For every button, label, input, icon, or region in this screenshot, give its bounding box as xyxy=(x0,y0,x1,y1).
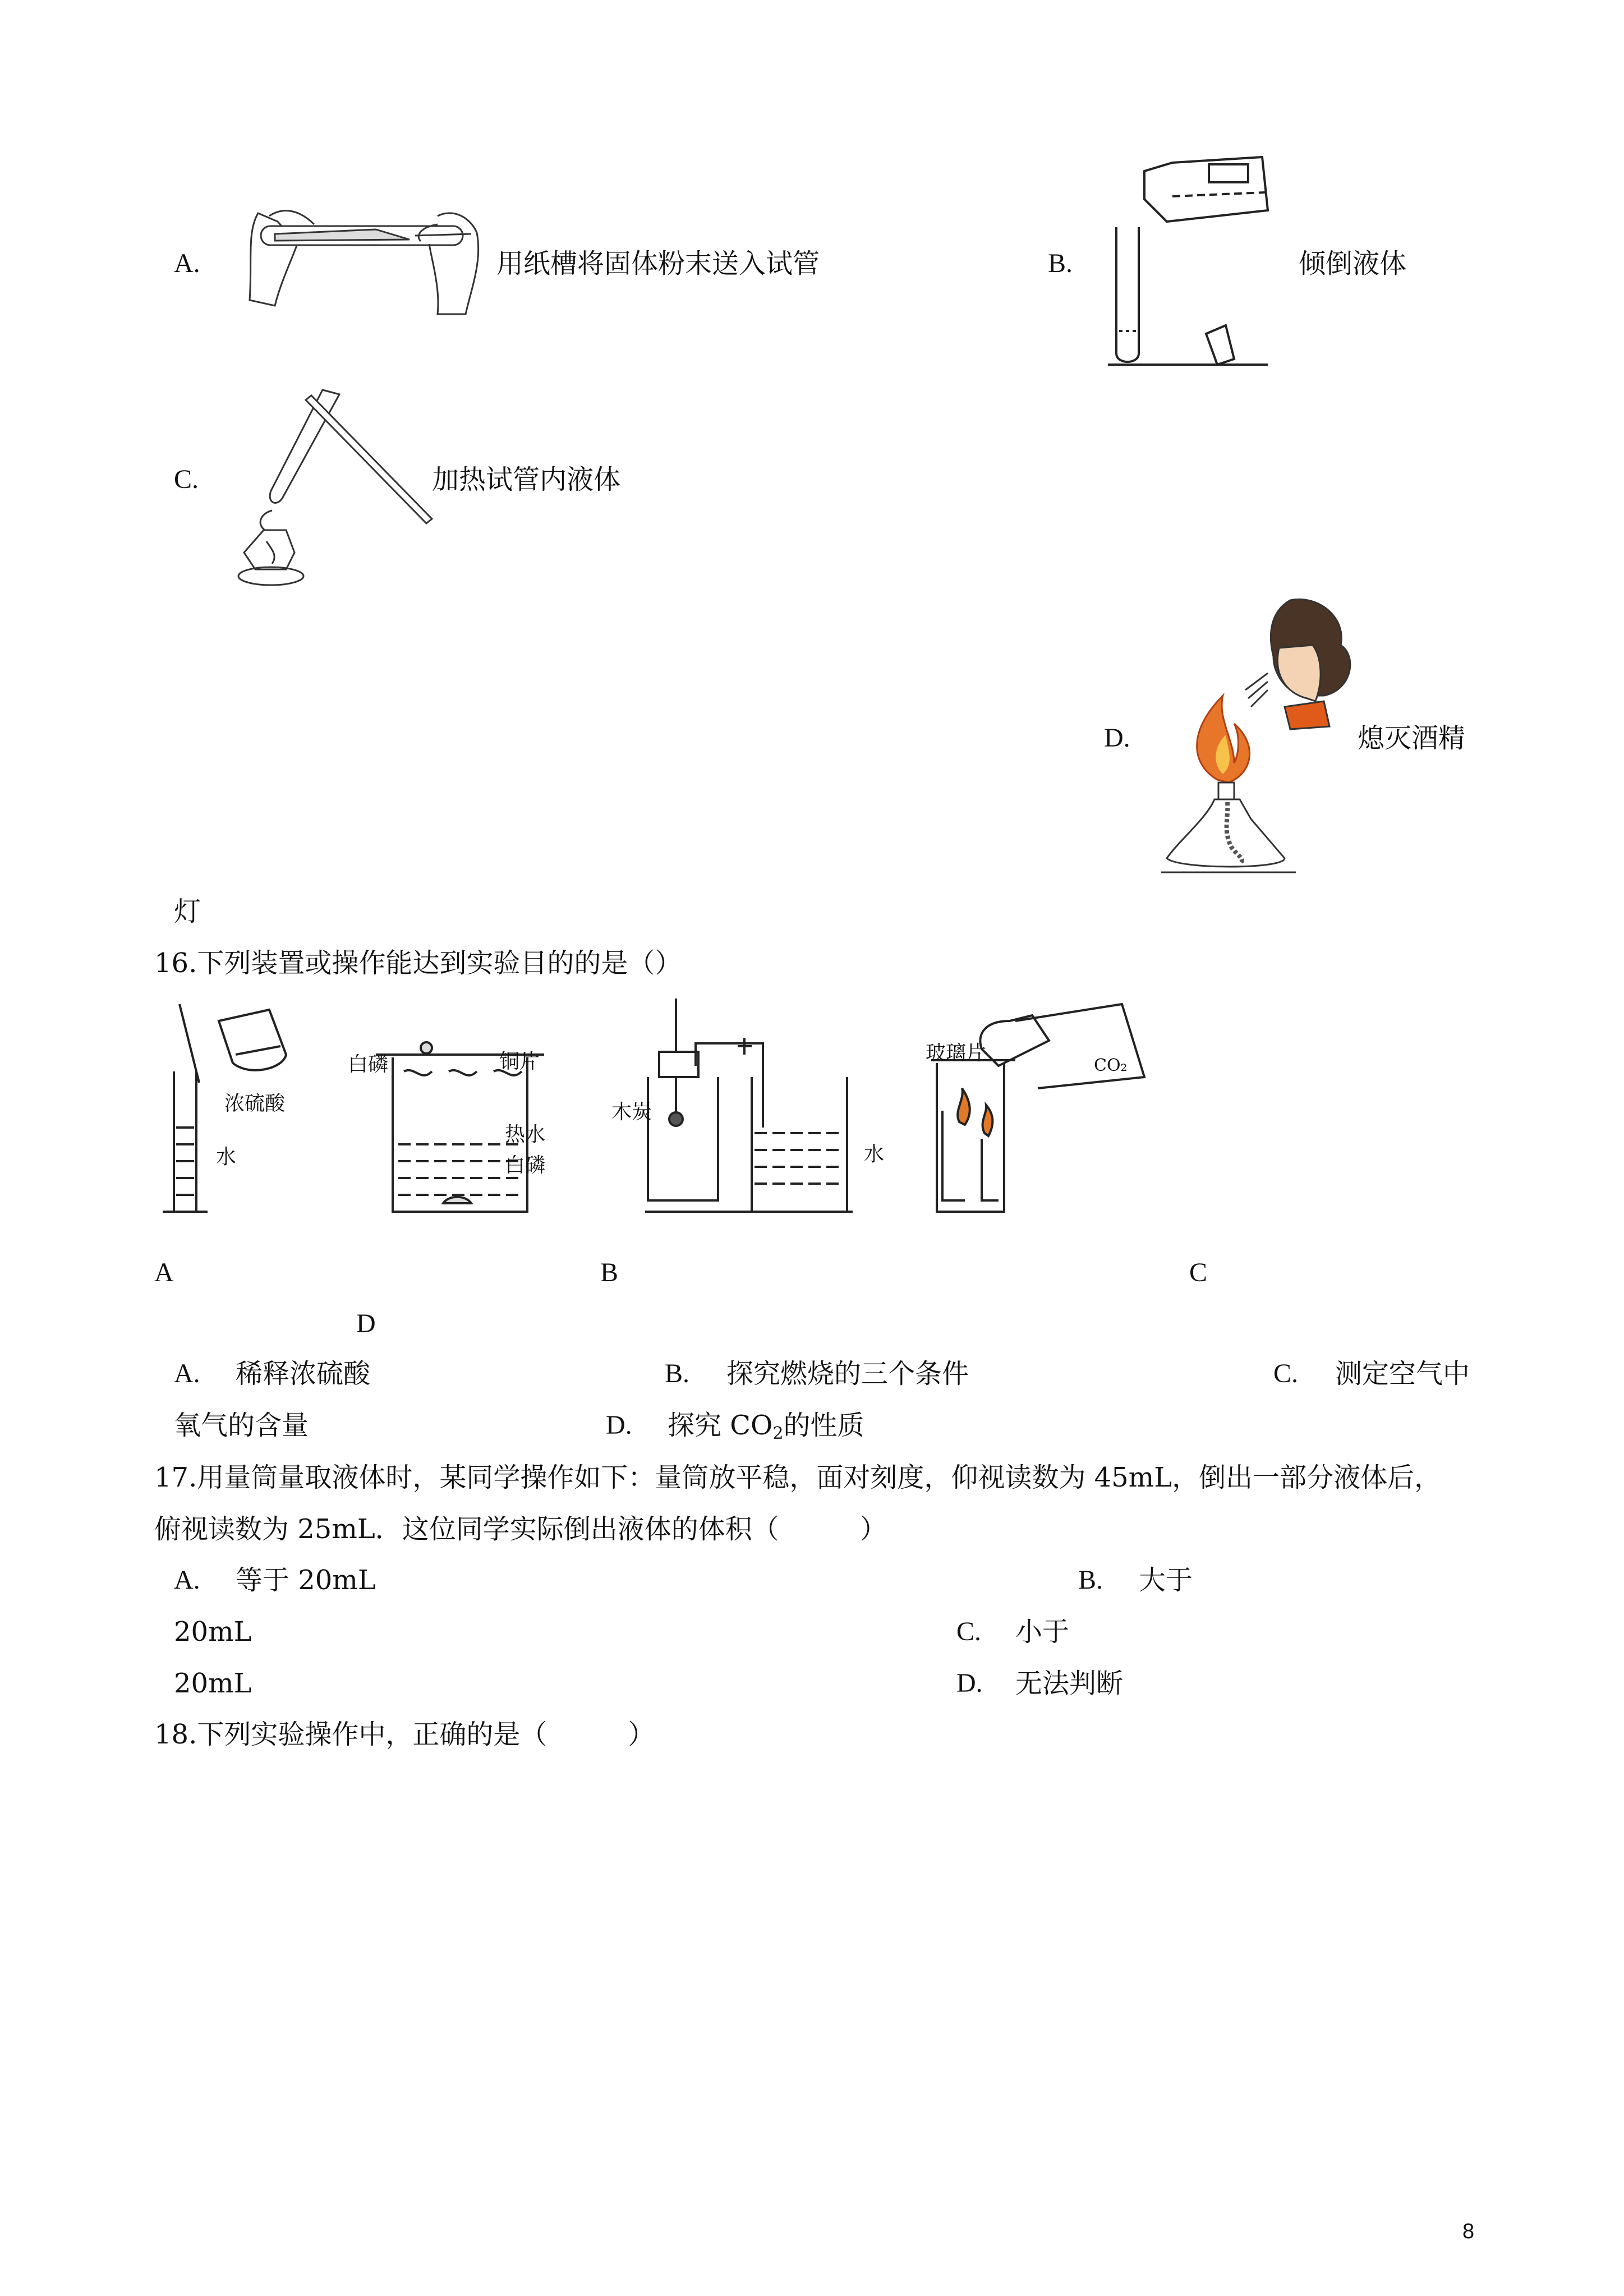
q16-option-d-text: 探究 $CO_2$的性质 xyxy=(668,1410,864,1443)
q16-option-c-letter: C. xyxy=(1273,1359,1299,1388)
q17-option-c-text-wrap: 20mL xyxy=(174,1668,252,1699)
fig-b-white-phosphorus-top: 白磷 xyxy=(348,1053,389,1076)
fig-a-water-label: 水 xyxy=(216,1145,237,1168)
question-16-figure-strip xyxy=(157,999,1178,1234)
q17-option-b-text: 大于 xyxy=(1139,1565,1193,1596)
q17-option-c-letter: C. xyxy=(956,1617,982,1646)
q17-option-d-text: 无法判断 xyxy=(1015,1668,1124,1699)
option-d-text: 熄灭酒精 xyxy=(1358,723,1466,754)
q17-option-a-text: 等于 20mL xyxy=(236,1565,376,1596)
heat-tube-figure xyxy=(233,384,435,586)
q16-option-b-letter: B. xyxy=(665,1359,690,1388)
blow-out-lamp-figure xyxy=(1156,595,1369,886)
fig-letter-a: A xyxy=(154,1258,174,1287)
q16-option-b-text: 探究燃烧的三个条件 xyxy=(726,1358,969,1389)
q17-option-b-text-wrap: 20mL xyxy=(174,1616,252,1648)
question-18-stem: 18.下列实验操作中，正确的是（ ） xyxy=(154,1719,655,1750)
q16-option-a-letter: A. xyxy=(174,1359,200,1388)
option-d-text-wrap: 灯 xyxy=(174,896,201,927)
fig-letter-b: B xyxy=(600,1258,619,1287)
question-17-stem-line2: 俯视读数为 25mL．这位同学实际倒出液体的体积（ ） xyxy=(154,1513,887,1545)
q16-option-d-letter: D. xyxy=(606,1410,632,1440)
fig-d-co2-label: CO₂ xyxy=(1094,1056,1128,1075)
option-c-letter: C. xyxy=(174,464,199,494)
page-number: 8 xyxy=(1462,2220,1475,2243)
fig-b-hot-water-label: 热水 xyxy=(505,1123,546,1146)
option-a-text: 用纸槽将固体粉末送入试管 xyxy=(496,248,820,279)
q16-option-c-text: 测定空气中 xyxy=(1335,1358,1470,1389)
question-16-stem: 16.下列装置或操作能达到实验目的的是（） xyxy=(154,947,682,979)
q17-option-d-letter: D. xyxy=(956,1668,983,1698)
q17-option-b-letter: B. xyxy=(1078,1565,1103,1595)
fig-c-water-label: 水 xyxy=(864,1143,885,1166)
q17-option-a-letter: A. xyxy=(174,1565,200,1595)
q16-option-c-text-wrap: 氧气的含量 xyxy=(174,1410,309,1441)
fig-a-acid-label: 浓硫酸 xyxy=(224,1092,286,1115)
paper-trough-figure xyxy=(236,199,494,317)
fig-d-glass-plate-label: 玻璃片 xyxy=(926,1042,987,1065)
pour-liquid-figure xyxy=(1105,143,1273,373)
fig-b-white-phosphorus-bottom: 白磷 xyxy=(505,1154,546,1177)
fig-c-charcoal-label: 木炭 xyxy=(611,1101,652,1124)
fig-letter-c: C xyxy=(1189,1258,1208,1287)
q17-option-c-text: 小于 xyxy=(1015,1616,1070,1648)
option-d-letter: D. xyxy=(1104,723,1130,753)
option-b-letter: B. xyxy=(1048,249,1073,278)
option-b-text: 倾倒液体 xyxy=(1299,248,1407,279)
fig-b-copper-label: 铜片 xyxy=(499,1050,540,1073)
q16-option-a-text: 稀释浓硫酸 xyxy=(236,1358,371,1389)
option-c-text: 加热试管内液体 xyxy=(432,464,621,495)
question-17-stem-line1: 17.用量筒量取液体时，某同学操作如下：量筒放平稳，面对刻度，仰视读数为 45mL，倒出一部分液体后， xyxy=(154,1462,1442,1493)
option-a-letter: A. xyxy=(174,249,200,278)
fig-letter-d: D xyxy=(356,1309,376,1338)
